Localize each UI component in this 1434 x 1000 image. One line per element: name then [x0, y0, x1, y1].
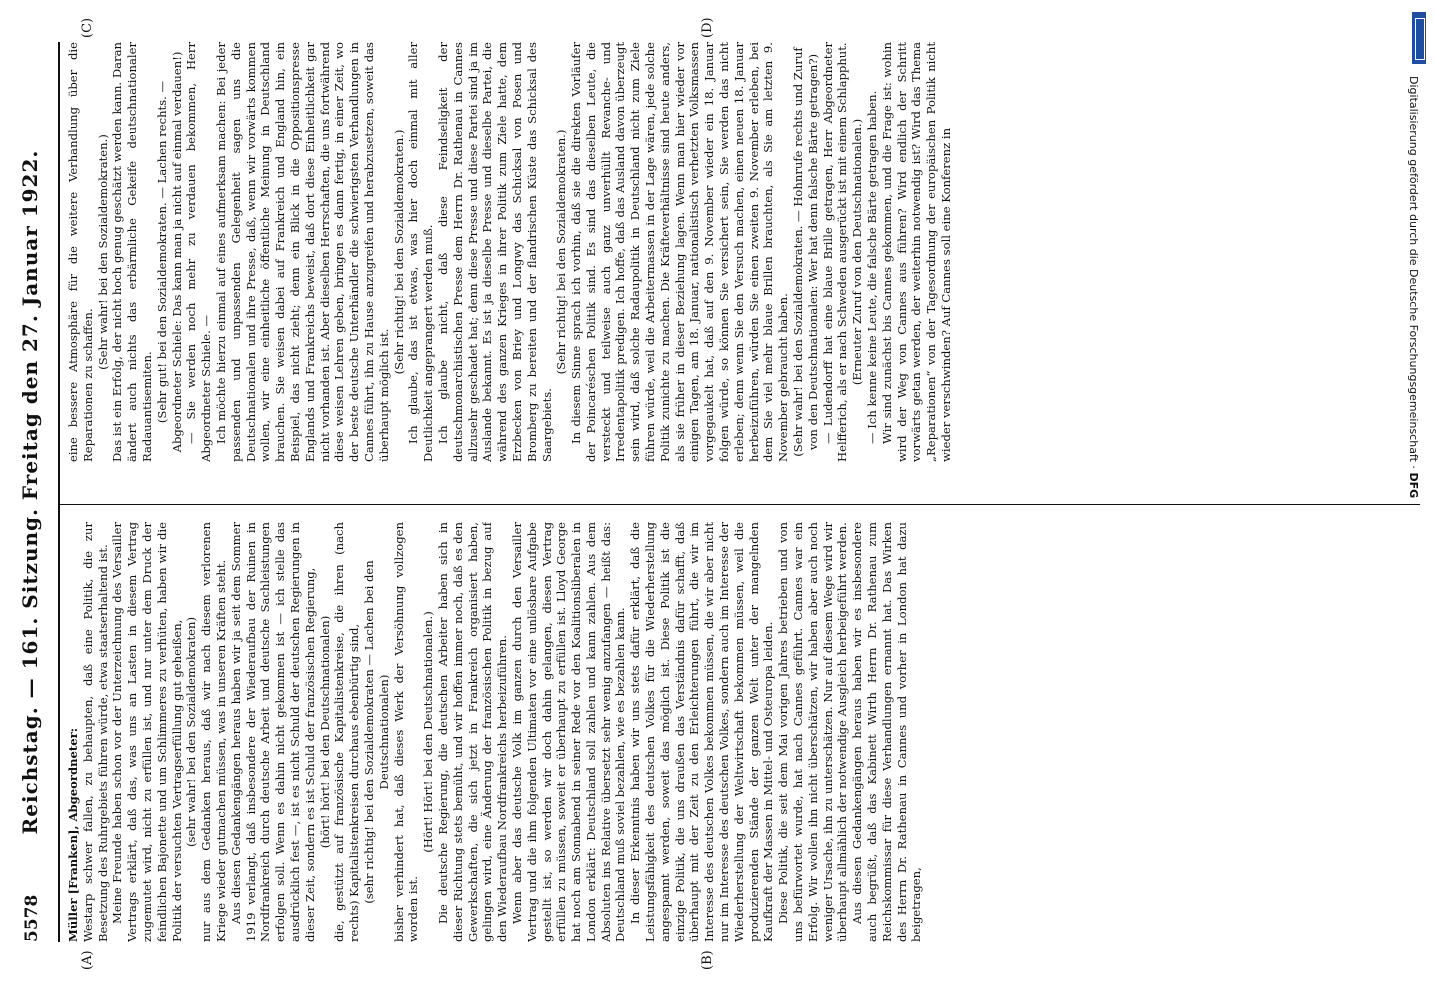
paragraph: Wenn aber das deutsche Volk im ganzen durch den Versailler Vertrag und die ihm folgenden Ultimaten vor eine unlösbare Aufgabe gestellt ist, so werden wir doch dahin gelangen, diesen Vertrag erfüllen zu müssen, soweit er überhaupt zu erfüllen ist. Lloyd George hat noch am Sonnabend in seiner Rede vor den Koalitionsliberalen in London erklärt: Deutschland soll zahlen und kann zahlen. Aus dem Absoluten ins Relative übersetzt sehr wenig anzufangen — heißt das: Deutschland muß soviel bezahlen, wie es bezahlen kann.: [509, 522, 628, 942]
paragraph: die, gestützt auf französische Kapitalistenkreise, die ihren (nach rechts) Kapitalistenkreisen durchaus ebenbürtig sind,: [332, 522, 362, 942]
paragraph: Ich möchte hierzu einmal auf eines aufmerksam machen: Bei jeder passenden und unpassenden Gelegenheit sagen uns die Deutschnationalen und ihre Presse, daß, wenn wir vorwärts kommen wollen, wir eine einheitliche öffentliche Meinung in Deutschland brauchen. Sie weisen dabei auf Frankreich und England hin, ein Beispiel, das nicht zieht; denn ein Blick in die Oppositionspresse Englands und Frankreichs beweist, daß dort diese Einheitlichkeit gar nicht vorhanden ist. Aber dieselben Herrschaften, die uns fortwährend diese weisen Lehren geben, bringen es dann fertig, in einer Zeit, wo der beste deutsche Unterhändler die schwierigsten Verhandlungen in Cannes führt, ihn zu Hause anzugreifen und herabzusetzen, soweit das überhaupt möglich ist.: [213, 42, 391, 462]
paragraph: — Ich kenne keine Leute, die falsche Bärte getragen haben.: [865, 90, 880, 444]
header-rule: [58, 42, 60, 942]
paragraph: In diesem Sinne sprach ich vorhin, daß sie die direkten Vorläufer der Poincaréschen Politik sind. Es sind das dieselben Leute, die versteckt und teilweise auch ganz unverhüllt Revanche- und Irredentapolitik predigen. Ich hoffe, daß das Ausland davon überzeugt sein wird, daß solche Radaupolitik in Deutschland nicht zum Ziele führen würde, weil die Arbeitermassen in der Lage wären, jede solche Politik zunichte zu machen. Die Kräfteverhältnisse sind heute anders, als sie früher in dieser Beziehung lagen. Wenn man hier wieder vor einigen Tagen, am 18. Januar, nationalistisch verhetzten Volksmassen vorgegaukelt hat, daß auf den 9. November wieder ein 18. Januar folgen würde, so können Sie versichert sein, Sie werden das nicht erleben; denn wenn Sie den Versuch machen, einen neuen 18. Januar herbeizuführen, würden Sie einen zweiten 9. November erleben, bei dem Sie viel mehr blaue Brillen brauchten, als Sie am letzten 9. November gebraucht haben.: [569, 42, 791, 462]
speaker-line: Müller [Franken], Abgeordneter:: [66, 727, 80, 942]
paragraph: — Sie werden noch mehr zu verdauen bekommen, Herr Abgeordneter Schiele. —: [184, 42, 214, 462]
paragraph: Das ist ein Erfolg, der nicht hoch genug geschätzt werden kann. Daran ändert auch nichts das erbärmliche Gekeife deutschnationaler Radauantisemiten.: [110, 42, 154, 462]
digitization-sidebar: [1407, 4, 1432, 994]
page-title: Reichstag. — 161. Sitzung. Freitag den 27. Januar 1922.: [18, 149, 42, 835]
interjection: (Sehr wahr! bei den Sozialdemokraten. — Hohnrufe rechts und Zuruf von den Deutschnationalen: Wer hat denn falsche Bärte getragen?): [791, 47, 820, 457]
interjection: (Sehr wahr! bei den Sozialdemokraten.): [95, 134, 110, 370]
digitization-note: Digitalisierung gefördert durch die Deutsche Forschungsgemeinschaft · DFG: [1407, 76, 1420, 499]
paragraph: Aus diesen Gedankengängen heraus haben wir ja seit dem Sommer 1919 verlangt, daß insbesondere der Wiederaufbau der Ruinen in Nordfrankreich durch deutsche Arbeit und deutsche Sachleistungen erfolgen soll. Wenn es dahin nicht gekommen ist — ich stelle das ausdrücklich fest —, ist es nicht Schuld der deutschen Regierungen in dieser Zeit, sondern es ist Schuld der französischen Regierung,: [228, 522, 317, 942]
paragraph: nur aus dem Gedanken heraus, daß wir nach diesem verlorenen Kriege wieder gutmachen müssen, was in unseren Kräften steht.: [199, 522, 228, 942]
margin-marker-b: (B): [700, 950, 715, 970]
margin-marker-a: (A): [80, 950, 95, 970]
page-number: 5578: [22, 894, 42, 942]
margin-marker-d: (D): [700, 17, 715, 38]
paragraph: Aus diesen Gedankengängen heraus haben wir es insbesondere auch begrüßt, daß das Kabinett Wirth Herrn Dr. Rathenau zum Reichskommissar für diese Verhandlungen ernannt hat. Das Wirken des Herrn Dr. Rathenau in Cannes und vorher in London hat dazu beigetragen,: [850, 522, 924, 942]
column-divider: [60, 504, 1420, 505]
paragraph: bisher verhindert hat, daß dieses Werk der Versöhnung vollzogen worden ist.: [391, 522, 421, 942]
paragraph: Ich glaube nicht, daß diese Feindseligkeit der deutschmonarchistischen Presse dem Herrn Dr. Rathenau in Cannes allzusehr geschadet hat; denn diese Presse und diese Partei sind ja im Auslande bekannt. Es ist ja dieselbe Presse und dieselbe Partei, die während des ganzen Krieges in ihrer Politik zum Ziele hatte, dem Erzbecken von Briey und Longwy das Schicksal von Posen und Bromberg zu bereiten und der flandrischen Küste das Schicksal des Saargebiets.: [435, 42, 554, 462]
interjection: (Hört! Hört! bei den Deutschnationalen.): [421, 611, 436, 853]
left-column: [66, 522, 1416, 942]
paragraph: — Ludendorff hat eine blaue Brille getragen, Herr Abgeordneter Helfferich, als er nach Schweden ausgerückt ist mit einem Schlapphut.: [820, 42, 850, 462]
interjection: (Sehr richtig! bei den Sozialdemokraten.): [391, 129, 406, 375]
paragraph: Die deutsche Regierung, die deutschen Arbeiter haben sich in dieser Richtung stets bemüht, und wir hoffen immer noch, daß es den Gewerkschaften, die sich jetzt in Frankreich organisiert haben, gelingen wird, eine Änderung der französischen Politik in bezug auf den Wiederaufbau Nordfrankreichs herbeizuführen.: [435, 522, 510, 942]
interjection: (Sehr gut! bei den Sozialdemokraten. — Lachen rechts. — Abgeordneter Schiele: Das kann man ja nicht auf einmal verdauen!): [154, 51, 184, 453]
paragraph: Wir sind zunächst bis Cannes gekommen, und die Frage ist: wohin wird der Weg von Cannes aus führen? Wird endlich der Schritt vorwärts getan werden, der weiterhin notwendig ist? Wird das Thema „Reparationen“ von der Tagesordnung der europäischen Politik nicht wieder verschwinden? Auf Cannes soll eine Konferenz in: [879, 42, 954, 462]
page-header: [8, 42, 60, 942]
paragraph: Ich glaube, das ist etwas, was hier doch einmal mit aller Deutlichkeit angeprangert werden muß.: [406, 42, 436, 462]
paragraph: Meine Freunde haben schon vor der Unterzeichnung des Versailler Vertrags erklärt, daß das, was uns an Lasten in diesem Vertrag zugemutet wird, nicht zu erfüllen ist, und nur unter dem Druck der feindlichen Bajonette und um Schlimmeres zu verhüten, haben wir die Politik der versuchten Vertragserfüllung gut geheißen,: [110, 522, 184, 942]
margin-marker-c: (C): [80, 17, 95, 38]
interjection: (sehr wahr! bei den Sozialdemokraten): [184, 617, 199, 847]
interjection: (sehr richtig! bei den Sozialdemokraten — Lachen bei den Deutschnationalen): [361, 560, 391, 904]
paragraph: Diese Politik, die seit dem Mai vorigen Jahres betrieben und von uns befürwortet wurde, hat nach Cannes geführt. Cannes war ein Erfolg. Wir wollen ihn nicht überschätzen, wir haben aber auch noch weniger Ursache, ihn zu unterschätzen. Nur auf diesem Wege wird wir überhaupt allmählich der notwendige Ausgleich herbeigeführt werden.: [776, 522, 850, 942]
interjection: (Erneuter Zuruf von den Deutschnationalen.): [850, 118, 865, 386]
dfg-logo: [1412, 12, 1426, 64]
paragraph: Westarp schwer fallen, zu behaupten, daß eine Politik, die zur Besetzung des Ruhrgebiets führen würde, etwa staatserhaltend ist.: [80, 522, 110, 942]
interjection: (hört! hört! bei den Deutschnationalen): [317, 615, 332, 849]
interjection: (Sehr richtig! bei den Sozialdemokraten.): [554, 129, 569, 375]
right-column: [66, 42, 1416, 462]
paragraph: In dieser Erkenntnis haben wir uns stets dafür erklärt, daß die Leistungsfähigkeit des deutschen Volkes für die Wiederherstellung angespannt werden, soweit das möglich ist. Diese Politik ist die einzige Politik, die uns draußen das Verständnis dafür schafft, daß überhaupt mit der Zeit zu den Erleichterungen führt, die wir im Interesse des deutschen Volkes bekommen müssen, die wir aber nicht nur im Interesse des deutschen Volkes, sondern auch im Interesse der Wiederherstellung der Weltwirtschaft bekommen müssen, weil die produzierenden Stände der ganzen Welt unter der mangelnden Kaufkraft der Massen in Mittel- und Osteuropa leiden.: [628, 522, 776, 942]
paragraph: eine bessere Atmosphäre für die weitere Verhandlung über die Reparationen zu schaffen.: [66, 42, 95, 462]
